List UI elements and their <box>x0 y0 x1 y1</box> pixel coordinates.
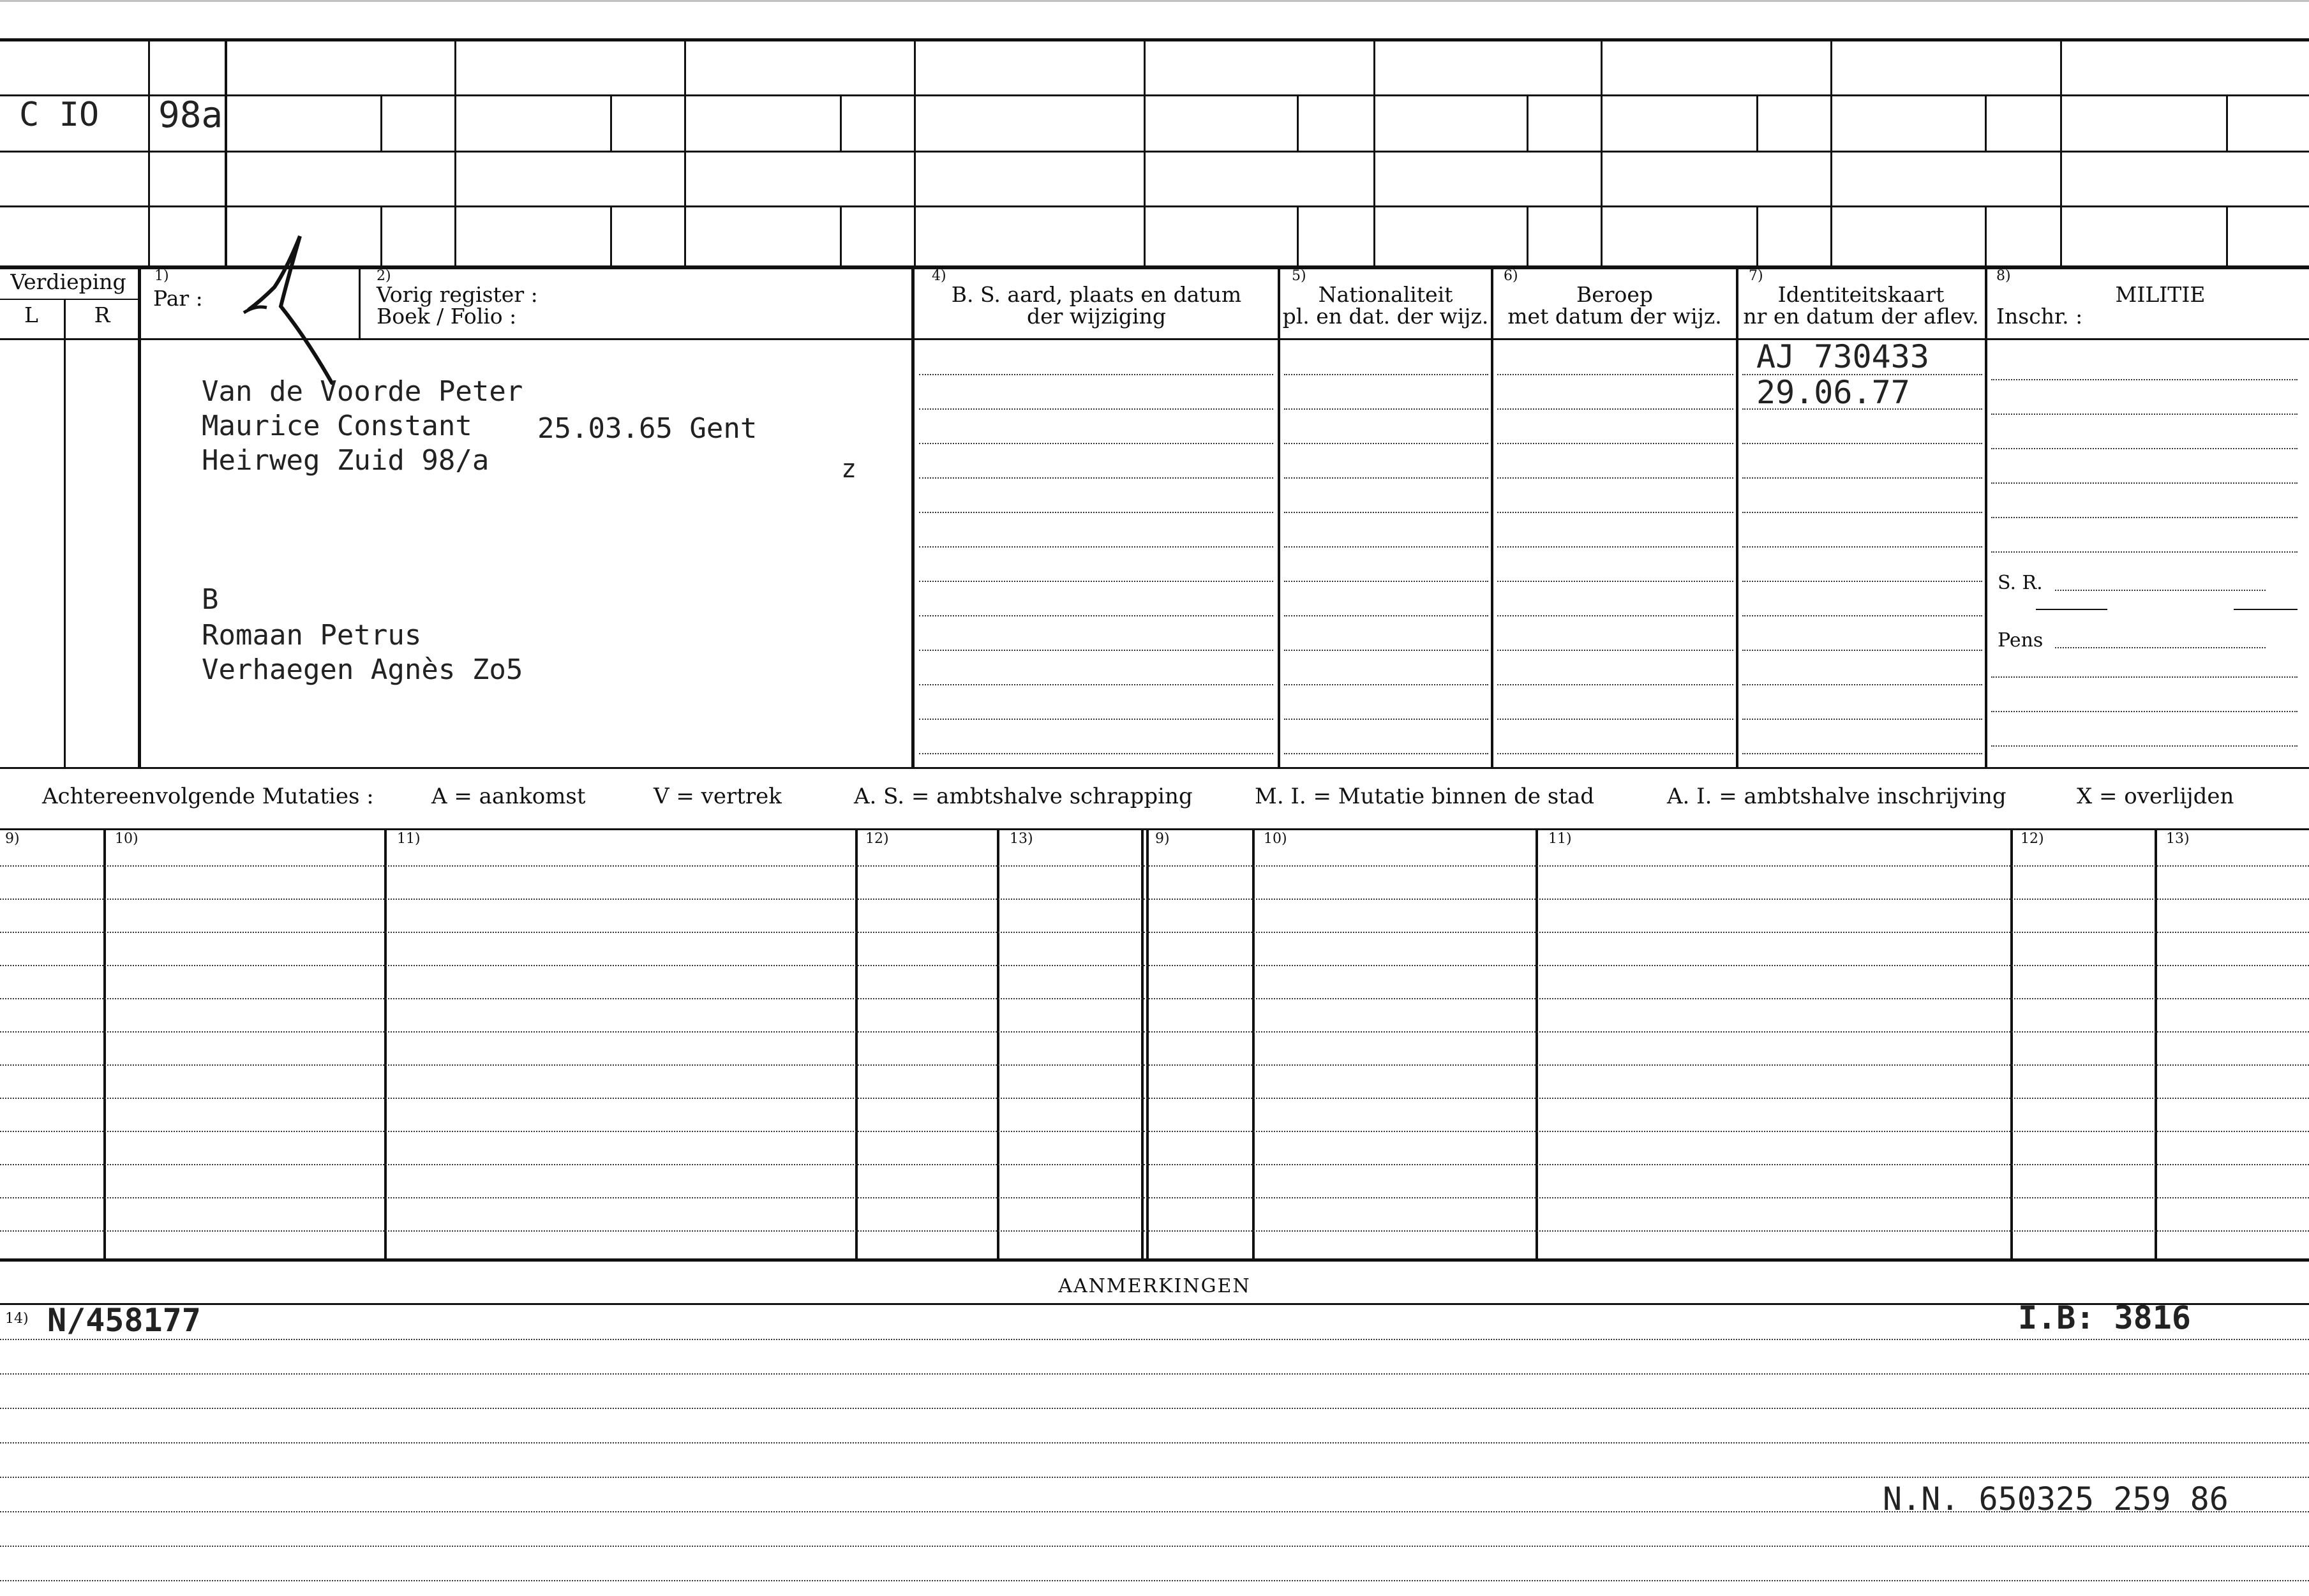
legend-ambtshalve-schrapping: A. S. = ambtshalve schrapping <box>854 784 1193 809</box>
par-label: Par : <box>153 286 203 311</box>
vorig-register-label: Vorig register : <box>377 282 538 307</box>
mut-col-11-right: 11) <box>1548 831 1572 847</box>
person-name-line2: Maurice Constant <box>202 410 472 442</box>
card-code: C IO <box>19 96 100 134</box>
sr-label: S. R. <box>1998 572 2043 594</box>
beroep-header-1: Beroep <box>1576 282 1654 307</box>
check-mark-icon <box>236 223 351 396</box>
bs-header-2: der wijziging <box>1027 304 1166 329</box>
field-8-number: 8) <box>1996 268 2011 284</box>
person-birth: 25.03.65 Gent <box>537 412 758 445</box>
remarks-ib: I.B: 3816 <box>2018 1299 2191 1336</box>
legend-mutatie-binnen: M. I. = Mutatie binnen de stad <box>1255 784 1594 809</box>
mut-col-10-left: 10) <box>115 831 138 847</box>
boek-folio-label: Boek / Folio : <box>377 304 517 329</box>
field-6-number: 6) <box>1504 268 1518 284</box>
field-5-number: 5) <box>1292 268 1306 284</box>
parent-mark: B <box>202 583 219 616</box>
left-header: L <box>24 302 38 327</box>
field-1-number: 1) <box>154 268 169 284</box>
person-mark: z <box>841 454 857 484</box>
verdieping-header: Verdieping <box>10 269 126 294</box>
field-4-number: 4) <box>932 268 946 284</box>
beroep-header-2: met datum der wijz. <box>1507 304 1722 329</box>
mut-col-10-right: 10) <box>1264 831 1287 847</box>
person-name-line1: Van de Voorde Peter <box>202 375 523 408</box>
mut-col-13-left: 13) <box>1010 831 1033 847</box>
nationaliteit-header-2: pl. en dat. der wijz. <box>1282 304 1489 329</box>
militie-header: MILITIE <box>2115 282 2206 307</box>
field-2-number: 2) <box>377 268 391 284</box>
mut-col-9-left: 9) <box>5 831 20 847</box>
mut-col-9-right: 9) <box>1155 831 1170 847</box>
mut-col-11-left: 11) <box>397 831 421 847</box>
mother-name: Verhaegen Agnès Zo5 <box>202 653 523 686</box>
mut-col-12-left: 12) <box>865 831 889 847</box>
legend-ambtshalve-inschrijving: A. I. = ambtshalve inschrijving <box>1667 784 2006 809</box>
remarks-reference: N/458177 <box>47 1302 201 1339</box>
legend-vertrek: V = vertrek <box>654 784 782 809</box>
field-7-number: 7) <box>1749 268 1763 284</box>
nationaliteit-header-1: Nationaliteit <box>1318 282 1453 307</box>
identity-card-number: AJ 730433 <box>1756 338 1929 375</box>
mut-col-13-right: 13) <box>2166 831 2190 847</box>
id-header-1: Identiteitskaart <box>1777 282 1945 307</box>
person-address: Heirweg Zuid 98/a <box>202 444 489 477</box>
remarks-title: AANMERKINGEN <box>1058 1275 1251 1297</box>
legend-overlijden: X = overlijden <box>2077 784 2234 809</box>
right-header: R <box>94 302 110 327</box>
mut-col-12-right: 12) <box>2021 831 2044 847</box>
father-name: Romaan Petrus <box>202 619 422 652</box>
remarks-nn: N.N. 650325 259 86 <box>1883 1480 2229 1518</box>
bs-header-1: B. S. aard, plaats en datum <box>951 282 1242 307</box>
remarks-number: 14) <box>5 1311 29 1327</box>
legend-aankomst: A = aankomst <box>431 784 586 809</box>
inschr-label: Inschr. : <box>1996 304 2083 329</box>
id-header-2: nr en datum der aflev. <box>1743 304 1979 329</box>
pens-label: Pens <box>1998 629 2044 652</box>
identity-issue-date: 29.06.77 <box>1756 374 1910 411</box>
card-number: 98a <box>158 94 223 136</box>
mutaties-label: Achtereenvolgende Mutaties : <box>42 784 374 809</box>
